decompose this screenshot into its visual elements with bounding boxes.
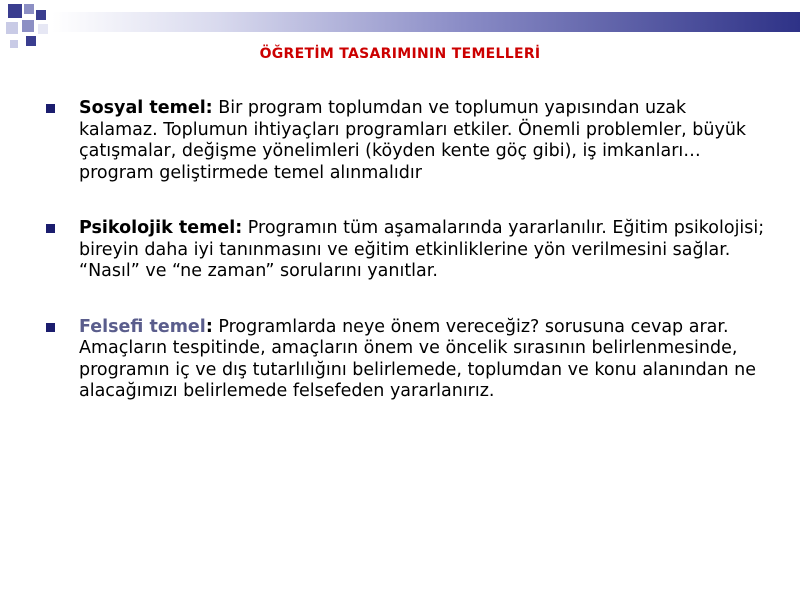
slide-content	[46, 98, 766, 403]
item-text: Programlarda neye önem vereceğiz? sorusuna cevap arar. Amaçların tespitinde, amaçların önem ve öncelik sırasının belirlenmesinde, programın iç ve dış tutarlılığını belirlemede, toplumdan ve konu alanından ne alacağımızı belirlemede felsefeden yararlanırız.	[79, 316, 757, 401]
square-bullet-icon	[46, 224, 55, 233]
item-term: Sosyal temel:	[79, 98, 213, 118]
item-text: Bir program toplumdan ve toplumun yapısından uzak kalamaz. Toplumun ihtiyaçları programları etkiler. Önemli problemler, büyük çatışmalar, değişme yönelimleri (köyden kente göç gibi), iş imkanları… program geliştirmede temel alınmalıdır	[79, 98, 747, 183]
list-item	[46, 218, 766, 283]
item-text: Programın tüm aşamalarında yararlanılır. Eğitim psikolojisi; bireyin daha iyi tanınmasını ve eğitim etkinliklerine yön verilmesini sağlar. “Nasıl” ve “ne zaman” sorularını yanıtlar.	[79, 218, 765, 281]
decor-square	[8, 4, 22, 18]
decor-square	[24, 4, 34, 14]
decor-square	[6, 22, 18, 34]
header-gradient-bar	[52, 12, 800, 32]
decor-square	[36, 10, 46, 20]
decor-square	[22, 20, 34, 32]
item-term: Psikolojik temel:	[79, 218, 243, 238]
item-term-colon: :	[205, 316, 213, 337]
decor-square	[38, 24, 48, 34]
decor-square	[26, 36, 36, 46]
slide-title: ÖĞRETİM TASARIMININ TEMELLERİ	[259, 46, 541, 62]
square-bullet-icon	[46, 323, 55, 332]
list-item	[46, 98, 766, 184]
list-item	[46, 317, 766, 403]
item-term: Felsefi temel	[79, 316, 206, 337]
square-bullet-icon	[46, 104, 55, 113]
